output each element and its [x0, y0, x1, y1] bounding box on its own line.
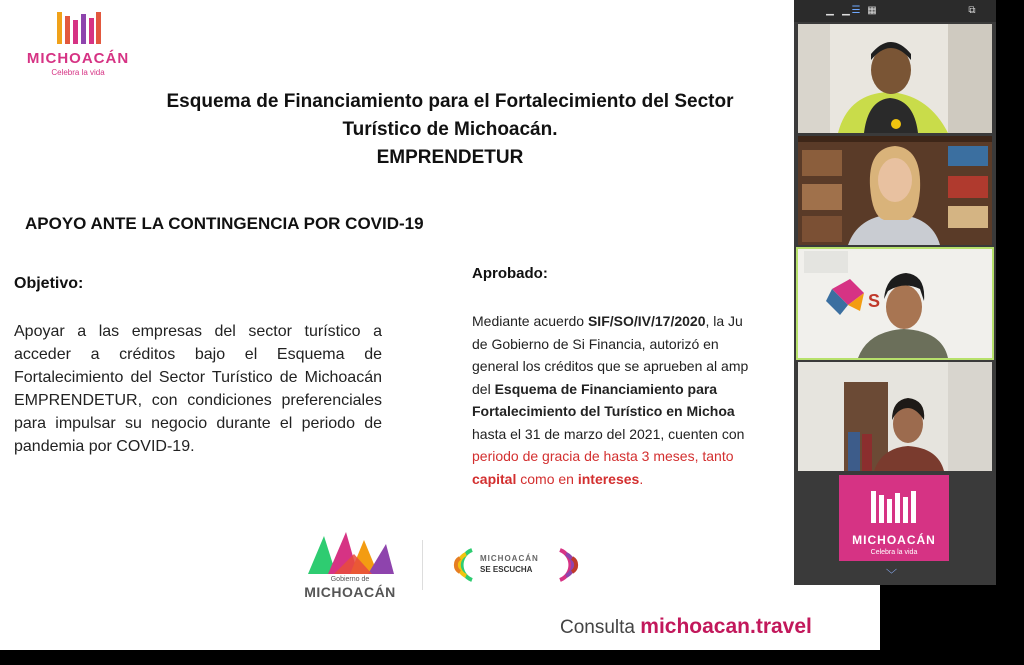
minimize-icon[interactable]: ▁	[826, 5, 834, 16]
approved-line: hasta el 31 de marzo del 2021, cuenten con	[472, 425, 745, 442]
covid-subheading: APOYO ANTE LA CONTINGENCIA POR COVID-19	[25, 214, 424, 233]
participant-tile-active[interactable]	[798, 249, 992, 358]
panel-toolbar	[794, 0, 996, 22]
title-line-1: Esquema de Financiamiento para el Fortalecimiento del Sector	[166, 91, 734, 112]
title-line-2: Turístico de Michoacán.	[342, 119, 558, 140]
participant-tile[interactable]	[798, 24, 992, 133]
michoacan-logo	[22, 8, 134, 78]
approved-line: general los créditos que se aprueben al amp	[472, 358, 749, 374]
participant-video	[798, 362, 992, 471]
approved-line-highlight: periodo de gracia de hasta 3 meses, tanto	[472, 448, 734, 464]
approved-line: de Gobierno de Si Financia, autorizó en	[472, 335, 719, 352]
minimize-icon[interactable]: ▁	[842, 5, 850, 16]
escucha-line-1: MICHOACÁN	[480, 554, 539, 563]
gobierno-label: Gobierno de	[330, 576, 370, 583]
logo-bars-icon	[56, 10, 102, 46]
gobierno-michoacan-logo	[294, 530, 406, 602]
footer-divider	[422, 540, 423, 590]
approved-line: Fortalecimiento del Turístico en Michoa	[472, 403, 735, 419]
approved-title: Aprobado:	[472, 265, 548, 282]
participant-video	[798, 249, 992, 358]
svg-text:S: S	[868, 291, 881, 311]
objective-title: Objetivo:	[14, 275, 84, 292]
approved-line: capital como en intereses.	[472, 470, 644, 487]
consulta-label: Consulta	[560, 617, 641, 638]
logo-name: MICHOACÁN	[26, 50, 130, 67]
slide-title	[120, 88, 780, 172]
participant-video	[798, 136, 992, 245]
website-url: michoacan.travel	[640, 615, 812, 638]
approved-line: del Esquema de Financiamiento para	[472, 380, 718, 397]
logo-bars-icon	[869, 487, 919, 527]
video-participants-panel	[794, 0, 996, 585]
gobierno-logo-icon	[294, 530, 406, 576]
michoacan-profile-card[interactable]	[839, 475, 949, 561]
gallery-view-icon[interactable]: ▦	[867, 5, 877, 16]
card-tagline: Celebra la vida	[870, 549, 918, 556]
michoacan-se-escucha-logo	[446, 544, 586, 586]
logo-tagline: Celebra la vida	[51, 68, 105, 77]
chevron-down-icon[interactable]: ﹀	[886, 569, 897, 581]
participant-video	[798, 24, 992, 133]
objective-text: Apoyar a las empresas del sector turístico a acceder a créditos bajo el Esquema de Fortalecimiento del Sector Turístico de Michoacán EMPRENDETUR, con condiciones preferenciales para impulsar su negocio durante el periodo de pandemia por COVID-19.	[14, 323, 382, 455]
participant-tile[interactable]	[798, 362, 992, 471]
approved-line: Mediante acuerdo SIF/SO/IV/17/2020, la Ju	[472, 313, 743, 329]
participant-tile[interactable]	[798, 136, 992, 245]
escucha-line-2: SE ESCUCHA	[480, 565, 533, 574]
title-line-3: EMPRENDETUR	[376, 147, 524, 168]
exit-fullscreen-icon[interactable]: ⧉	[968, 5, 976, 16]
consulta-link	[560, 615, 812, 639]
gobierno-name: MICHOACÁN	[304, 584, 396, 600]
card-name: MICHOACÁN	[852, 533, 936, 547]
speaker-view-icon[interactable]: ☰	[851, 5, 861, 16]
